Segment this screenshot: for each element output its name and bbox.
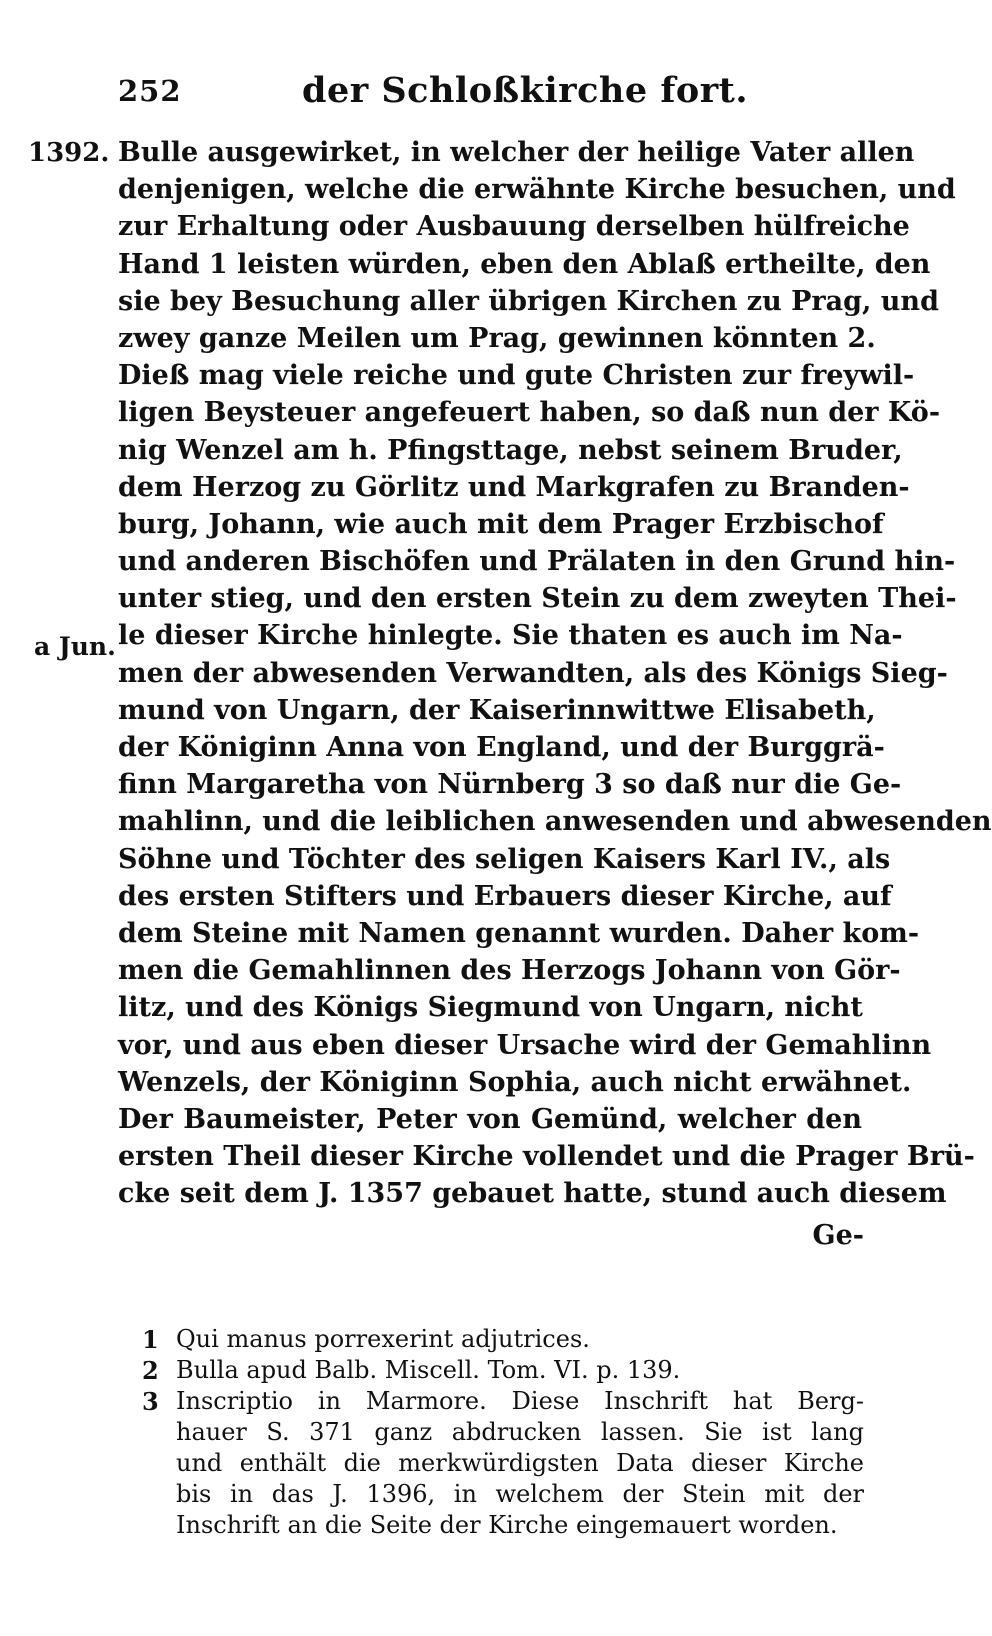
text-line: Söhne und Töchter des seligen Kaisers Karl IV., als (118, 843, 891, 875)
text-line: Hand 1 leisten würden, eben den Ablaß ertheilte, den (118, 248, 931, 280)
footnotes (142, 1324, 864, 1541)
footnote-marker: 3 (142, 1387, 159, 1416)
footnote-line: und enthält die merkwürdigsten Data dieser Kirche (176, 1449, 864, 1477)
text-line: mahlinn, und die leiblichen anwesenden und abwesenden (118, 806, 992, 838)
text-line: men der abwesenden Verwandten, als des Königs Sieg- (118, 657, 948, 689)
footnote (142, 1324, 864, 1355)
text-line: mund von Ungarn, der Kaiserinnwittwe Elisabeth, (118, 694, 876, 726)
page-number: 252 (118, 74, 182, 108)
footnote-marker: 2 (142, 1356, 159, 1385)
footnote (142, 1386, 864, 1541)
footnote-line: Qui manus porrexerint adjutrices. (176, 1325, 590, 1353)
text-line: der Königinn Anna von England, und der Burggrä- (118, 732, 885, 763)
text-line: ersten Theil dieser Kirche vollendet und die Prager Brü- (118, 1141, 975, 1173)
footnote-line: Bulla apud Balb. Miscell. Tom. VI. p. 139. (176, 1356, 681, 1384)
footnote-line: hauer S. 371 ganz abdrucken lassen. Sie ist lang (176, 1418, 864, 1446)
text-line: Wenzels, der Königinn Sophia, auch nicht erwähnet. (118, 1066, 912, 1098)
text-line: Bulle ausgewirket, in welcher der heilige Vater allen (118, 137, 915, 168)
running-title: der Schloßkirche fort. (302, 70, 749, 111)
body-text (118, 134, 992, 1212)
catchword: Ge- (812, 1220, 864, 1251)
margin-note-date: a Jun. (34, 632, 116, 661)
text-line: Dieß mag viele reiche und gute Christen zur freywil- (118, 360, 915, 392)
text-line: dem Steine mit Namen genannt wurden. Daher kom- (118, 917, 920, 949)
text-line: denjenigen, welche die erwähnte Kirche besuchen, und (118, 174, 956, 206)
text-line: finn Margaretha von Nürnberg 3 so daß nur die Ge- (118, 769, 902, 801)
footnote (142, 1355, 864, 1386)
text-line: dem Herzog zu Görlitz und Markgrafen zu Branden- (118, 471, 910, 503)
text-line: des ersten Stifters und Erbauers dieser Kirche, auf (118, 880, 892, 912)
text-line: cke seit dem J. 1357 gebauet hatte, stund auch diesem (118, 1178, 947, 1210)
footnote-line: bis in das J. 1396, in welchem der Stein mit der (176, 1480, 864, 1508)
text-line: zwey ganze Meilen um Prag, gewinnen könnten 2. (118, 322, 876, 354)
text-line: Der Baumeister, Peter von Gemünd, welcher den (118, 1103, 862, 1135)
text-line: burg, Johann, wie auch mit dem Prager Erzbischof (118, 508, 884, 540)
text-line: und anderen Bischöfen und Prälaten in den Grund hin- (118, 546, 956, 578)
text-line: litz, und des Königs Siegmund von Ungarn, nicht (118, 992, 863, 1024)
running-head (118, 68, 878, 112)
text-line: zur Erhaltung oder Ausbauung derselben hülfreiche (118, 211, 910, 243)
text-line: ligen Beysteuer angefeuert haben, so daß nun der Kö- (118, 397, 941, 429)
text-line: unter stieg, und den ersten Stein zu dem zweyten Thei- (118, 583, 957, 615)
text-line: sie bey Besuchung aller übrigen Kirchen zu Prag, und (118, 285, 939, 317)
footnote-line: Inschrift an die Seite der Kirche eingemauert worden. (176, 1511, 838, 1539)
text-line: le dieser Kirche hinlegte. Sie thaten es auch im Na- (118, 620, 903, 652)
footnote-marker: 1 (142, 1325, 159, 1354)
text-line: men die Gemahlinnen des Herzogs Johann von Gör- (118, 955, 901, 987)
text-line: vor, und aus eben dieser Ursache wird der Gemahlinn (118, 1029, 932, 1061)
text-line: nig Wenzel am h. Pfingsttage, nebst seinem Bruder, (118, 434, 903, 466)
footnote-line: Inscriptio in Marmore. Diese Inschrift hat Berg- (176, 1387, 864, 1415)
margin-note-year: 1392. (28, 138, 110, 168)
